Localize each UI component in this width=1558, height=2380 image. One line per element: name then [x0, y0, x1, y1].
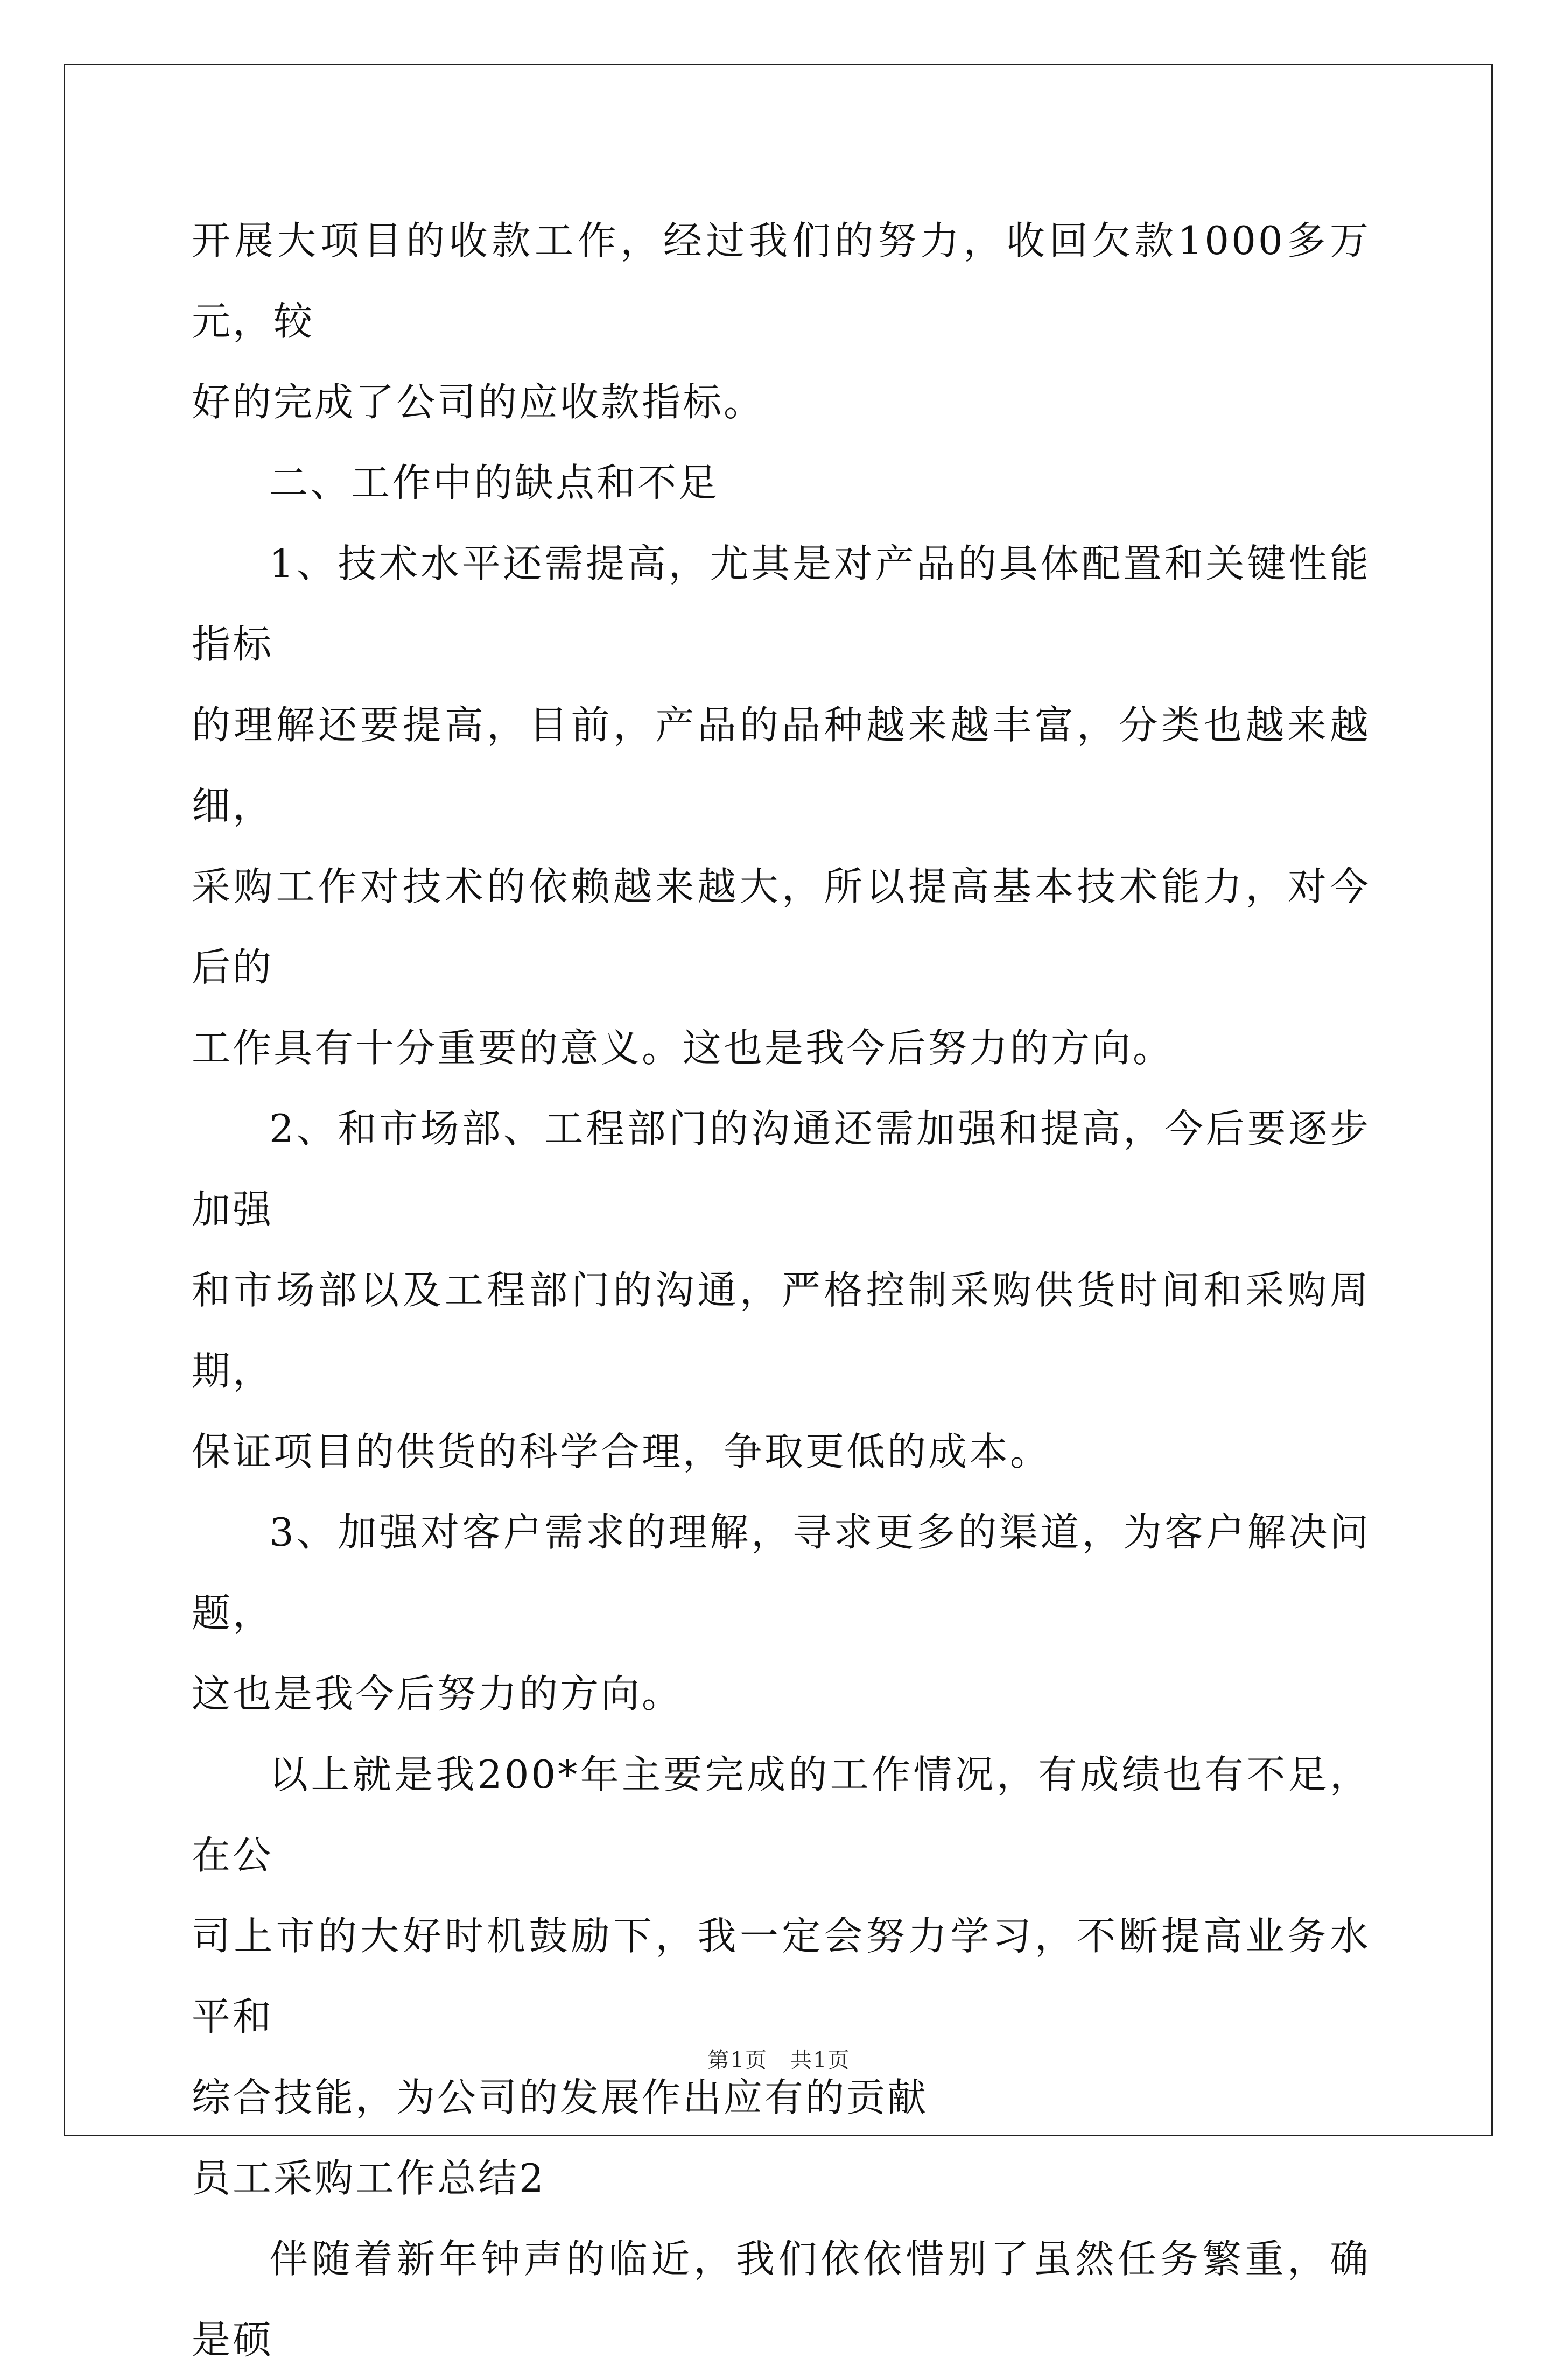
section-title: 员工采购工作总结2: [192, 2156, 546, 2201]
page-footer: 第1页 共1页: [707, 2048, 851, 2073]
paragraph: 2、和市场部、工程部门的沟通还需加强和提高，今后要逐步加强 和市场部以及工程部门的沟通，严格控制采购供货时间和采购周期， 保证项目的供货的科学合理，争取更低的成本。: [192, 1106, 1371, 1474]
paragraph: 以上就是我200*年主要完成的工作情况，有成绩也有不足，在公 司上市的大好时机鼓励下，我一定会努力学习，不断提高业务水平和 综合技能，为公司的发展作出应有的贡献: [192, 1752, 1371, 2120]
paragraph: 3、加强对客户需求的理解，寻求更多的渠道，为客户解决问题， 这也是我今后努力的方向。: [192, 1510, 1371, 1716]
paragraph: 1、技术水平还需提高，尤其是对产品的具体配置和关键性能指标 的理解还要提高，目前，产品的品种越来越丰富，分类也越来越细， 采购工作对技术的依赖越来越大，所以提高基本技术能力，对今后的 工作具有十分重要的意义。这也是我今后努力的方向。: [192, 541, 1371, 1071]
paragraph: 伴随着新年钟声的临近，我们依依惜别了虽然任务繁重，确是硕: [192, 2236, 1371, 2362]
paragraph: 开展大项目的收款工作，经过我们的努力，收回欠款1000多万元，较 好的完成了公司的应收款指标。: [192, 218, 1371, 425]
heading-shortcomings: 二、工作中的缺点和不足: [269, 460, 720, 505]
